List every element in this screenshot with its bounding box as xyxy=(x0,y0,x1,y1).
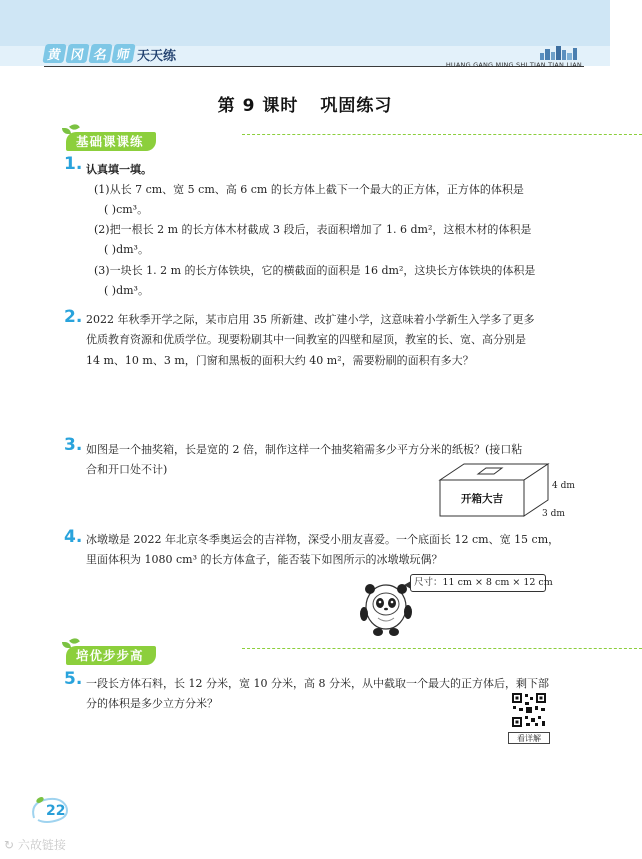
lottery-box-figure xyxy=(436,458,575,524)
question-number: 1 . xyxy=(64,154,82,174)
question-line: (2)把一根长 2 m 的长方体木材截成 3 段后，表面积增加了 1. 6 dm²，这根木材的体积是 xyxy=(94,223,532,236)
height-label: 4 dm xyxy=(552,481,575,491)
question-number: 2 . xyxy=(64,307,82,327)
brand-char: 冈 xyxy=(65,44,89,63)
question-line: 分的体积是多少立方分米？ xyxy=(86,697,218,710)
section-advanced-label: 培优步步高 xyxy=(66,646,156,665)
question-line: ( )dm³。 xyxy=(104,284,149,297)
section-divider xyxy=(242,134,642,135)
skyline-icon xyxy=(538,44,582,60)
question-line: 优质教育资源和优质学位。现要粉刷其中一间教室的四壁和屋顶，教室的长、宽、高分别是 xyxy=(86,333,526,346)
section-basic xyxy=(66,130,156,152)
question-line: ( )cm³。 xyxy=(104,203,149,216)
question-line: 里面体积为 1080 cm³ 的长方体盒子，能否装下如图所示的冰墩墩玩偶？ xyxy=(86,553,443,566)
width-label: 3 dm xyxy=(542,509,565,519)
question-line: 合和开口处不计) xyxy=(86,463,168,476)
question-line: 认真填一填。 xyxy=(86,163,152,176)
watermark: ↻ 六故链接 xyxy=(4,838,66,852)
brand-char: 名 xyxy=(88,44,112,63)
size-callout: 尺寸：11 cm × 8 cm × 12 cm xyxy=(410,574,546,592)
question-line: 2022 年秋季开学之际，某市启用 35 所新建、改扩建小学，这意味着小学新生入学多了更多 xyxy=(86,313,535,326)
watermark-text: 六故链接 xyxy=(17,838,66,852)
page-number: 22 xyxy=(46,803,66,819)
page-title xyxy=(0,91,610,116)
brand-char: 师 xyxy=(111,44,135,63)
question-line: ( )dm³。 xyxy=(104,243,149,256)
question-line: 一段长方体石料，长 12 分米，宽 10 分米，高 8 分米，从中截取一个最大的正方体后，剩下部 xyxy=(86,677,549,690)
section-basic-label: 基础课课练 xyxy=(66,132,156,151)
lesson-number: 第 9 课时 xyxy=(217,96,299,116)
question-line: (1)从长 7 cm、宽 5 cm、高 6 cm 的长方体上截下一个最大的正方体，正方体的体积是 xyxy=(94,183,524,196)
box-label: 开箱大吉 xyxy=(461,493,503,505)
header-english-text: HUANG GANG MING SHI TIAN TIAN LIAN xyxy=(445,61,582,69)
question-line: 14 m、10 m、3 m，门窗和黑板的面积大约 40 m²，需要粉刷的面积有多大？ xyxy=(86,354,474,367)
lesson-topic: 巩固练习 xyxy=(320,96,393,116)
question-number: 3 . xyxy=(64,435,82,455)
brand-char: 黄 xyxy=(42,44,66,63)
qr-code-icon[interactable] xyxy=(511,692,547,728)
brand-logo xyxy=(44,44,134,64)
question-line: (3)一块长 1. 2 m 的长方体铁块，它的横截面的面积是 16 dm²，这块长方体铁块的体积是 xyxy=(94,264,536,277)
question-line: 冰墩墩是 2022 年北京冬季奥运会的吉祥物，深受小朋友喜爱。一个底面长 12 cm、宽 15 cm， xyxy=(86,533,560,546)
question-number: 5 . xyxy=(64,669,82,689)
section-advanced xyxy=(66,644,156,666)
qr-label: 看详解 xyxy=(508,732,550,744)
section-divider xyxy=(242,648,642,649)
question-line: 如图是一个抽奖箱，长是宽的 2 倍，制作这样一个抽奖箱需多少平方分米的纸板？(接口粘 xyxy=(86,443,523,456)
series-subtitle: 天天练 xyxy=(137,49,177,64)
question-number: 4 . xyxy=(64,527,82,547)
